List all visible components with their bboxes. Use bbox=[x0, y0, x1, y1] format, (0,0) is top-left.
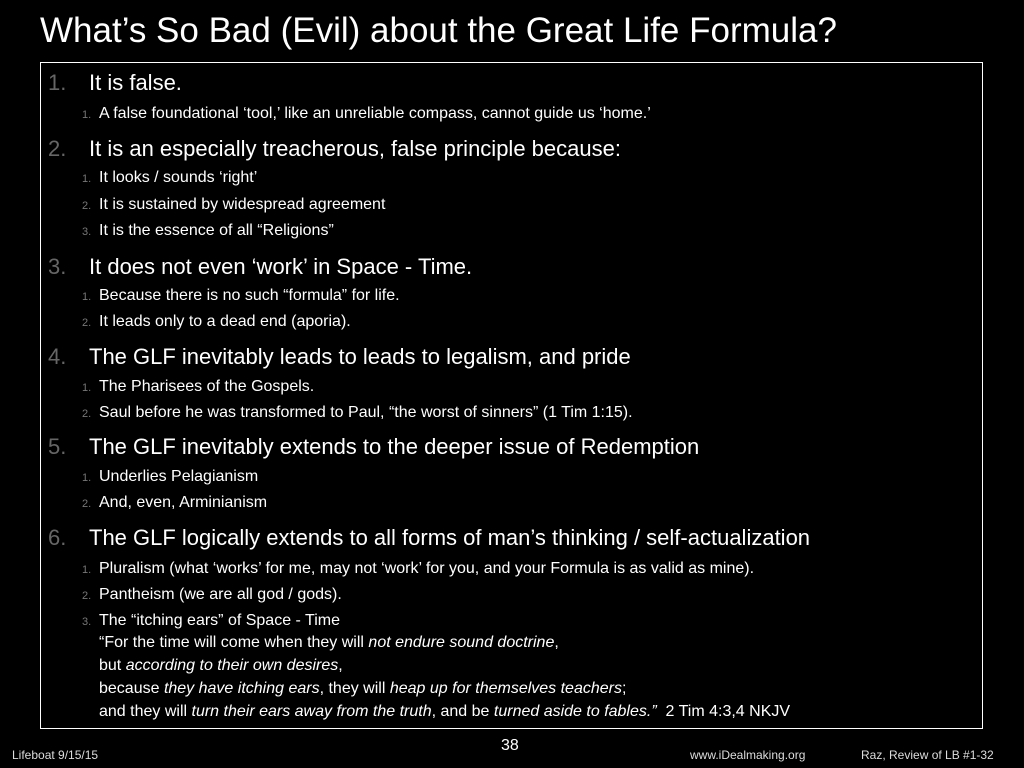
sub-number: 2. bbox=[82, 498, 92, 510]
sub-text: It looks / sounds ‘right’ bbox=[99, 169, 258, 186]
footer-right: Raz, Review of LB #1-32 bbox=[861, 748, 994, 762]
point-text: The GLF inevitably leads to leads to legalism, and pride bbox=[89, 344, 631, 369]
sub-text: A false foundational ‘tool,’ like an unreliable compass, cannot guide us ‘home.’ bbox=[99, 105, 651, 122]
sub-number: 2. bbox=[82, 317, 92, 329]
quote-reference: 2 Tim 4:3,4 NKJV bbox=[656, 703, 791, 720]
sub-text: It is the essence of all “Religions” bbox=[99, 222, 334, 239]
point-text: It is false. bbox=[89, 70, 182, 95]
sub-text: Pantheism (we are all god / gods). bbox=[99, 586, 342, 603]
quote-italic: according to their own desires bbox=[125, 657, 339, 674]
sub-number: 1. bbox=[82, 382, 92, 394]
sub-number: 2. bbox=[82, 590, 92, 602]
quote-text: but bbox=[99, 657, 126, 674]
point-number: 6. bbox=[48, 525, 67, 550]
sub-text: The Pharisees of the Gospels. bbox=[99, 378, 315, 395]
footer-left: Lifeboat 9/15/15 bbox=[12, 748, 99, 762]
quote-line-2 bbox=[99, 656, 343, 676]
slide-title: What’s So Bad (Evil) about the Great Life Formula? bbox=[40, 11, 837, 50]
quote-text: , and be bbox=[431, 703, 494, 720]
quote-italic: turn their ears away from the truth bbox=[191, 703, 432, 720]
quote-italic: not endure sound doctrine bbox=[368, 634, 555, 651]
quote-line-4 bbox=[99, 702, 790, 722]
sub-number: 3. bbox=[82, 226, 92, 238]
point-number: 4. bbox=[48, 344, 67, 369]
page-number: 38 bbox=[501, 737, 519, 754]
sub-number: 2. bbox=[82, 408, 92, 420]
quote-text: ; bbox=[621, 680, 627, 697]
sub-number: 1. bbox=[82, 564, 92, 576]
sub-number: 1. bbox=[82, 109, 92, 121]
quote-text: and they will bbox=[99, 703, 192, 720]
sub-text: Because there is no such “formula” for life. bbox=[99, 287, 400, 304]
sub-text: It leads only to a dead end (aporia). bbox=[99, 313, 351, 330]
quote-text: “For the time will come when they will bbox=[99, 634, 369, 651]
quote-text: , they will bbox=[319, 680, 390, 697]
point-number: 1. bbox=[48, 70, 67, 95]
footer-website[interactable]: www.iDealmaking.org bbox=[690, 748, 806, 762]
sub-text: The “itching ears” of Space - Time bbox=[99, 612, 340, 629]
point-number: 3. bbox=[48, 254, 67, 279]
quote-text: , bbox=[554, 634, 559, 651]
quote-italic: they have itching ears bbox=[163, 680, 320, 697]
quote-italic: turned aside to fables.” bbox=[493, 703, 657, 720]
point-number: 5. bbox=[48, 434, 67, 459]
quote-line-3 bbox=[99, 679, 626, 699]
sub-text: It is sustained by widespread agreement bbox=[99, 196, 386, 213]
point-text: The GLF logically extends to all forms of man’s thinking / self-actualization bbox=[89, 525, 811, 550]
point-number: 2. bbox=[48, 136, 67, 161]
sub-number: 3. bbox=[82, 616, 92, 628]
quote-italic: heap up for themselves teachers bbox=[389, 680, 622, 697]
sub-number: 1. bbox=[82, 173, 92, 185]
point-text: The GLF inevitably extends to the deeper issue of Redemption bbox=[89, 434, 700, 459]
point-text: It does not even ‘work’ in Space - Time. bbox=[89, 254, 473, 279]
sub-text: And, even, Arminianism bbox=[99, 494, 268, 511]
quote-text: because bbox=[99, 680, 164, 697]
sub-text: Underlies Pelagianism bbox=[99, 468, 259, 485]
quote-text: , bbox=[338, 657, 343, 674]
sub-text: Pluralism (what ‘works’ for me, may not ‘work’ for you, and your Formula is as valid as mine). bbox=[99, 560, 755, 577]
sub-number: 1. bbox=[82, 291, 92, 303]
sub-text: Saul before he was transformed to Paul, “the worst of sinners” (1 Tim 1:15). bbox=[99, 404, 633, 421]
sub-number: 1. bbox=[82, 472, 92, 484]
sub-number: 2. bbox=[82, 200, 92, 212]
quote-line-1 bbox=[99, 633, 559, 653]
point-text: It is an especially treacherous, false principle because: bbox=[89, 136, 621, 161]
